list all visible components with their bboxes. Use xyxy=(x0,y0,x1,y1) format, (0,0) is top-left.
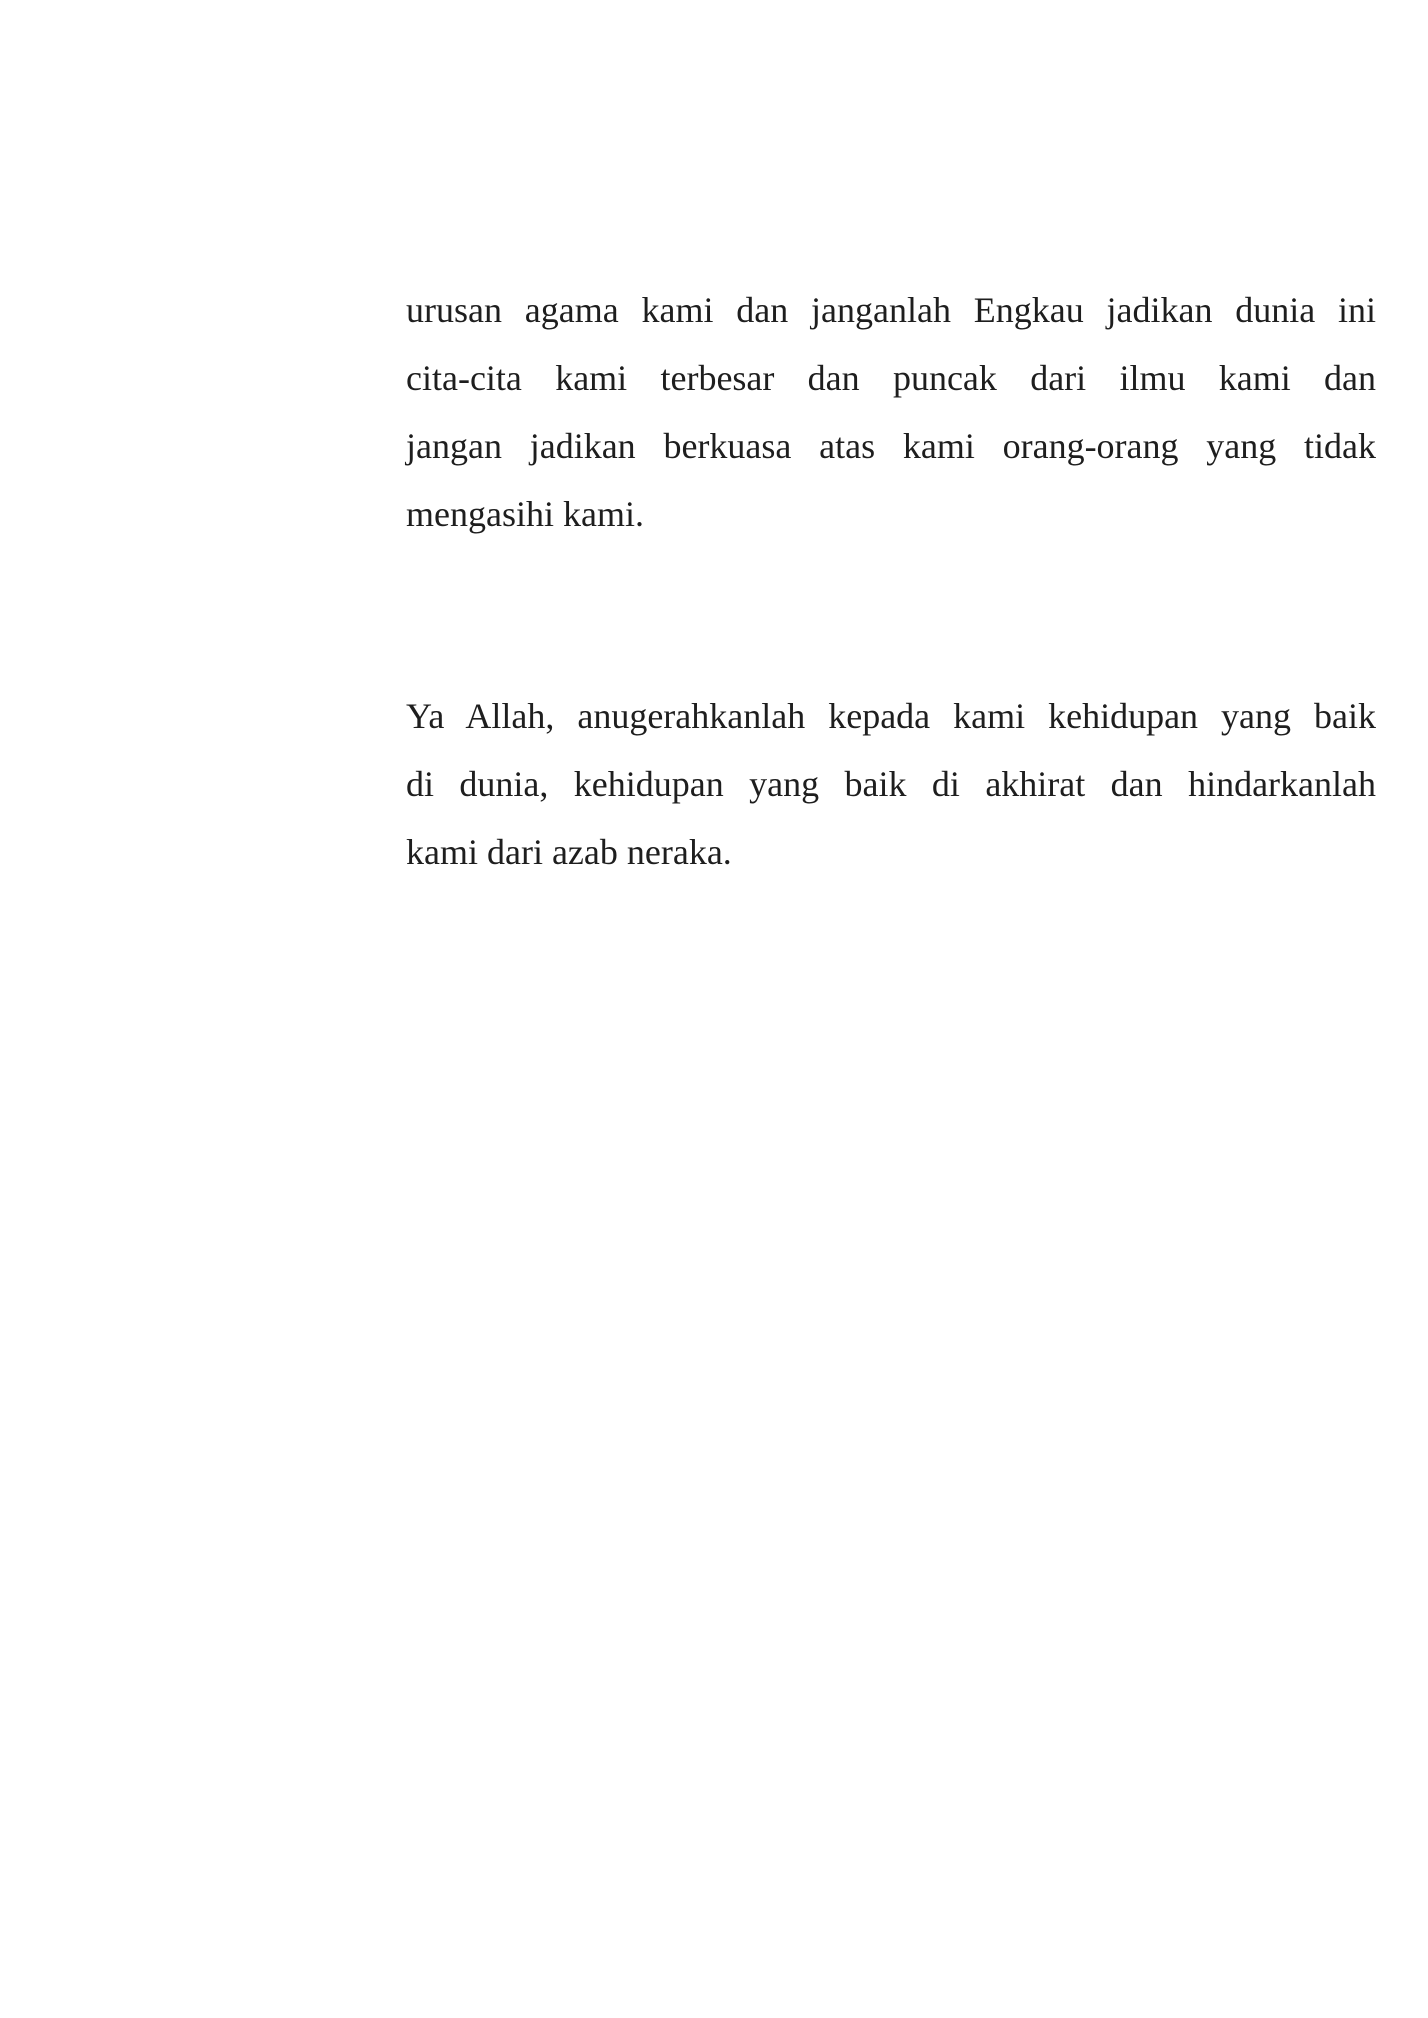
paragraph-1 xyxy=(406,276,1376,548)
text-line: cita-cita kami terbesar dan puncak dari ilmu kami dan xyxy=(406,358,1376,398)
text-line: Ya Allah, anugerahkanlah kepada kami kehidupan yang baik xyxy=(406,696,1376,736)
text-line: kami dari azab neraka. xyxy=(406,832,732,872)
text-line: di dunia, kehidupan yang baik di akhirat dan hindarkanlah xyxy=(406,764,1376,804)
paragraph-2 xyxy=(406,682,1376,886)
text-line: urusan agama kami dan janganlah Engkau jadikan dunia ini xyxy=(406,290,1376,330)
text-line: mengasihi kami. xyxy=(406,494,644,534)
text-line: jangan jadikan berkuasa atas kami orang-orang yang tidak xyxy=(406,426,1376,466)
